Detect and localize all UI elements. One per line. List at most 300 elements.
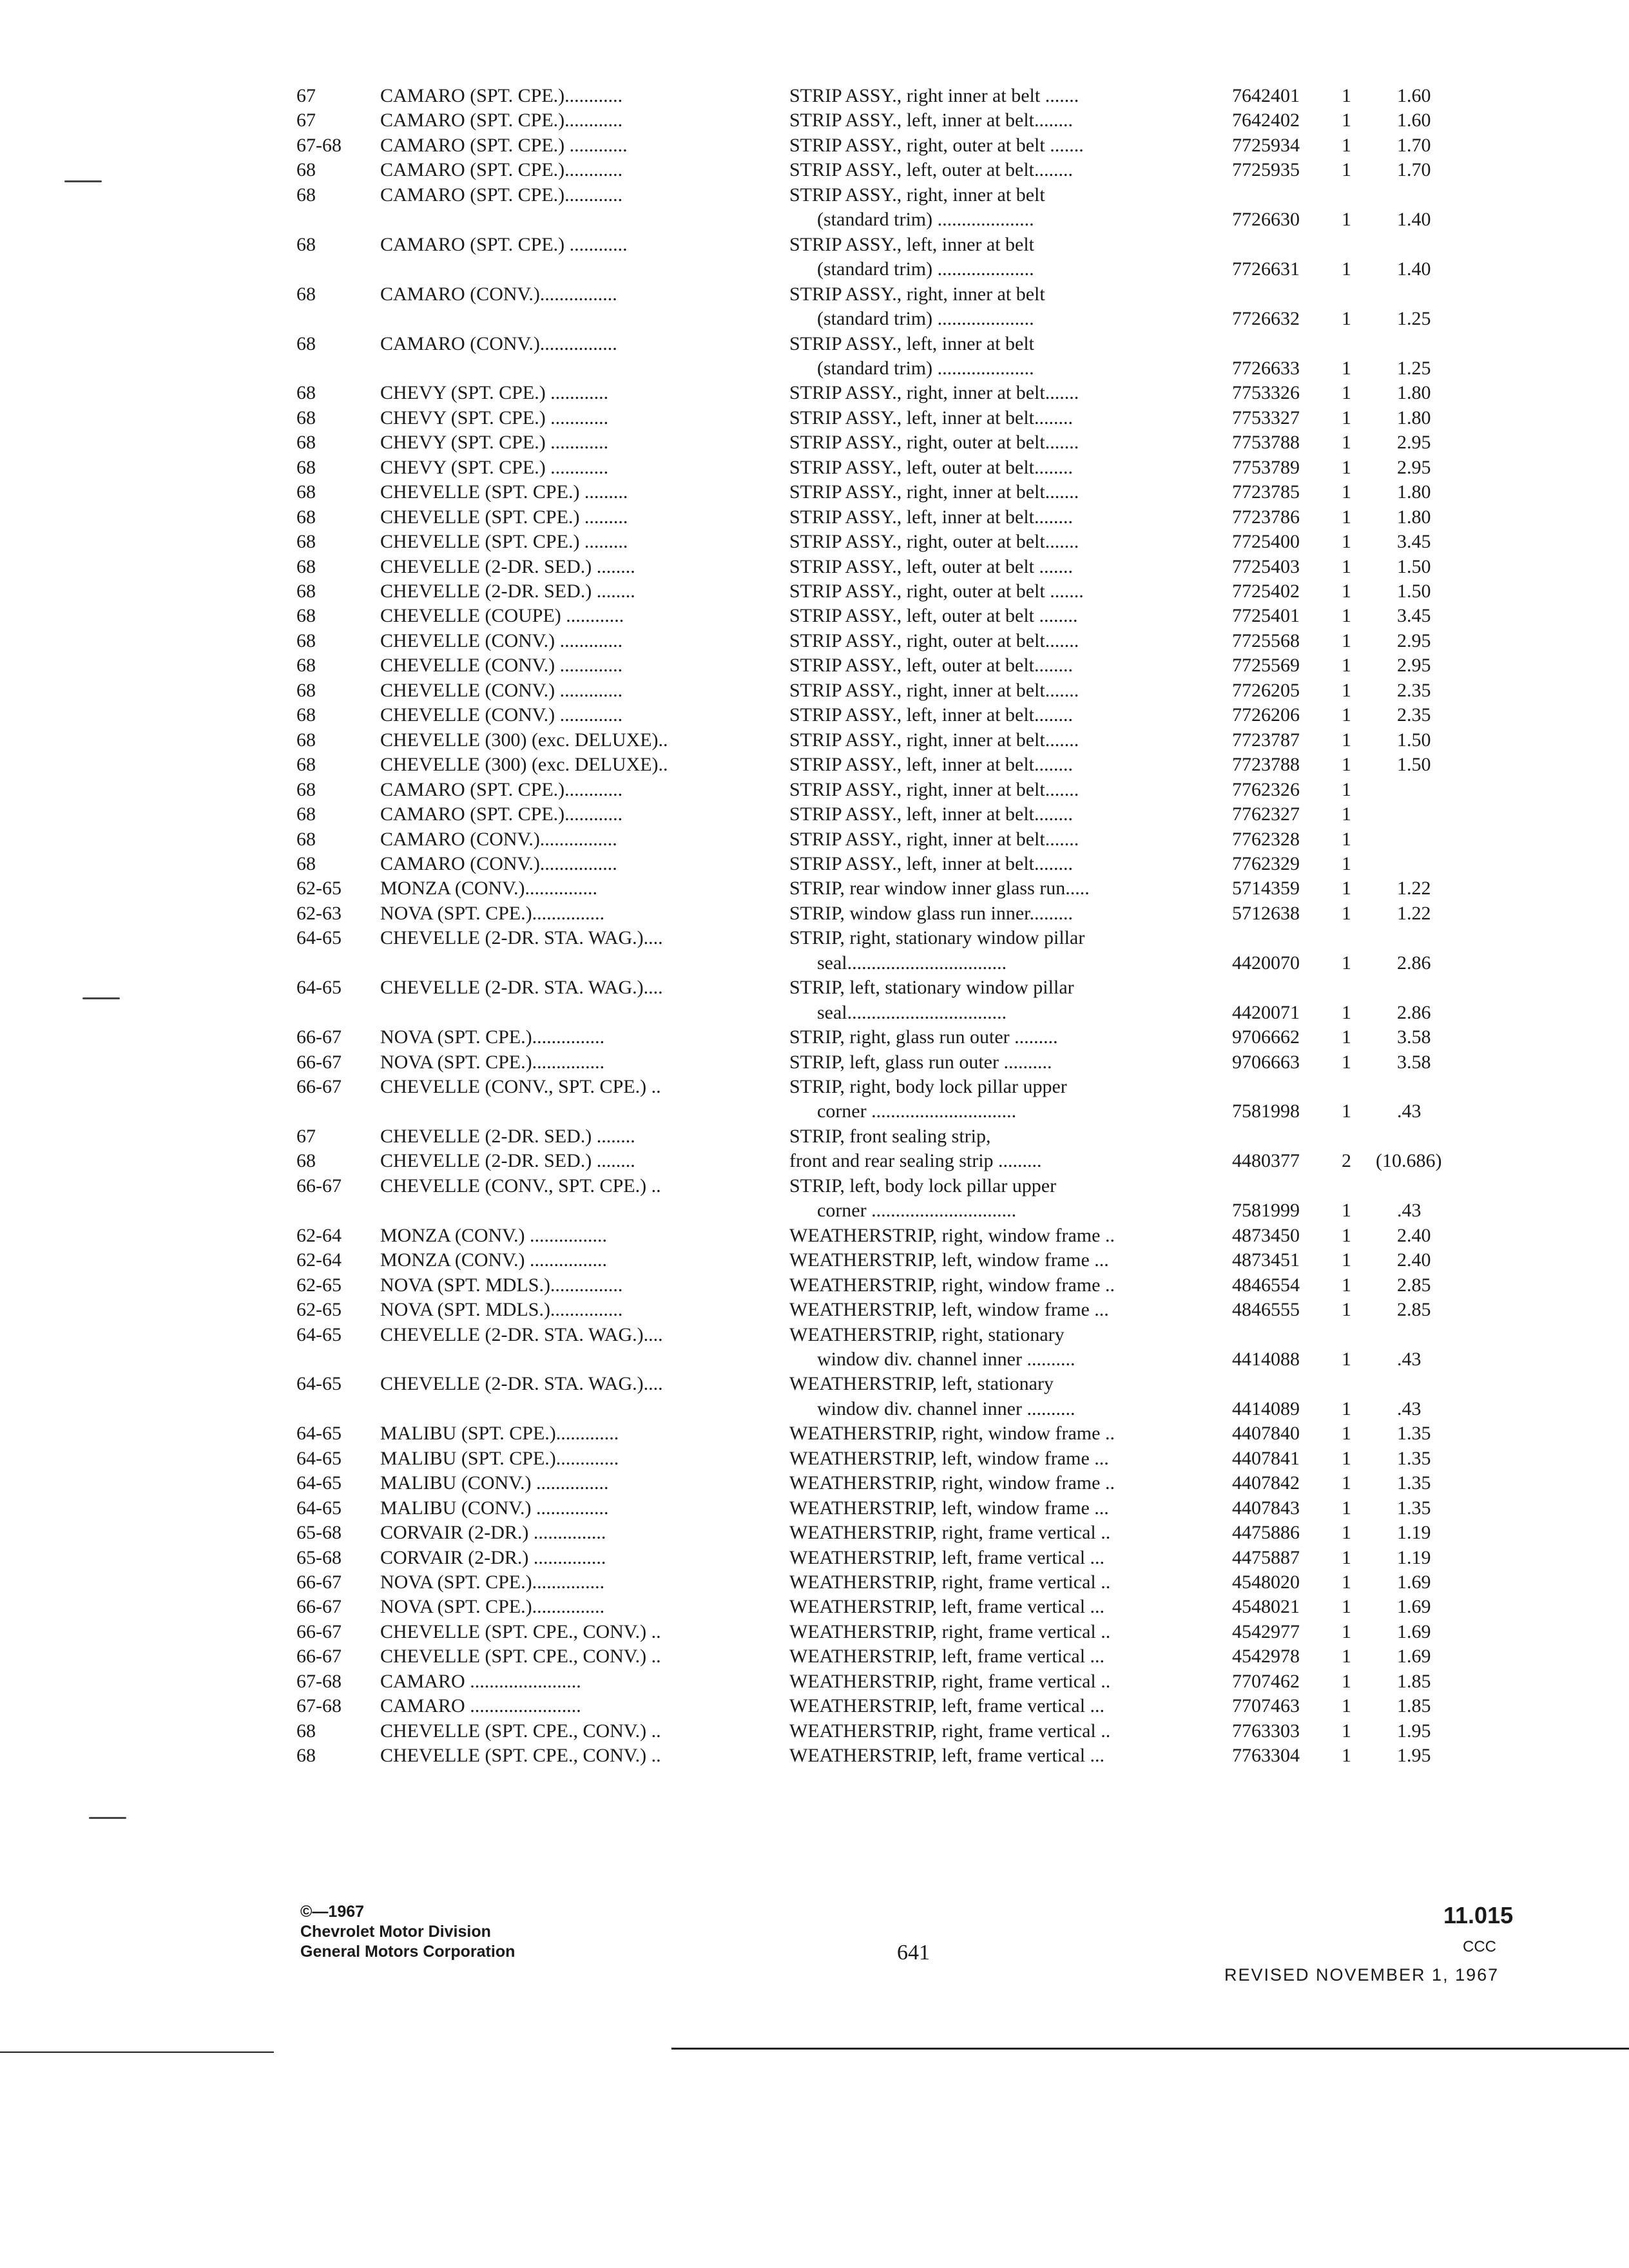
model-year: 64-65: [296, 1373, 342, 1394]
table-row: [0, 1025, 1629, 1050]
price: 1.69: [1397, 1571, 1431, 1593]
table-row: [0, 1644, 1629, 1669]
price: 2.85: [1397, 1274, 1431, 1296]
model-name: CHEVELLE (SPT. CPE.) .........: [380, 531, 628, 552]
part-number: 4420070: [1232, 952, 1300, 974]
quantity: 1: [1342, 1200, 1351, 1221]
model-year: 64-65: [296, 1448, 342, 1469]
table-row: [0, 1099, 1629, 1124]
model-name: NOVA (SPT. CPE.)...............: [380, 903, 605, 924]
price: 1.19: [1397, 1522, 1431, 1543]
table-row: [0, 1149, 1629, 1173]
model-name: CAMARO (SPT. CPE.)............: [380, 110, 623, 131]
price: 3.58: [1397, 1052, 1431, 1073]
quantity: 1: [1342, 531, 1351, 552]
model-name: CHEVELLE (2-DR. SED.) ........: [380, 556, 635, 577]
model-year: 62-65: [296, 1299, 342, 1320]
part-number: 4548020: [1232, 1571, 1300, 1593]
quantity: 1: [1342, 308, 1351, 329]
part-description: WEATHERSTRIP, left, window frame ...: [789, 1299, 1109, 1320]
part-number: 7725402: [1232, 581, 1300, 602]
quantity: 1: [1342, 1026, 1351, 1048]
quantity: 1: [1342, 258, 1351, 280]
price: .43: [1397, 1100, 1422, 1122]
model-year: 68: [296, 605, 316, 626]
part-number: 4542978: [1232, 1646, 1300, 1667]
part-description: WEATHERSTRIP, right, window frame ..: [789, 1472, 1115, 1494]
model-year: 62-64: [296, 1249, 342, 1271]
model-name: CAMARO (SPT. CPE.)............: [380, 85, 623, 106]
part-description: STRIP, rear window inner glass run.....: [789, 878, 1090, 899]
quantity: 1: [1342, 110, 1351, 131]
price: 3.45: [1397, 605, 1431, 626]
price: 3.45: [1397, 531, 1431, 552]
table-row: [0, 1174, 1629, 1198]
table-row: [0, 456, 1629, 480]
model-name: CAMARO (SPT. CPE.)............: [380, 184, 623, 206]
model-name: CAMARO (SPT. CPE.)............: [380, 779, 623, 800]
scan-mark: [82, 997, 120, 999]
table-row: [0, 84, 1629, 108]
model-year: 68: [296, 1720, 316, 1742]
catalog-code: CCC: [1463, 1938, 1496, 1956]
model-year: 68: [296, 407, 316, 428]
part-description: STRIP, left, glass run outer ..........: [789, 1052, 1052, 1073]
part-description: STRIP ASSY., right, inner at belt.......: [789, 729, 1079, 751]
model-year: 66-67: [296, 1026, 342, 1048]
quantity: 1: [1342, 1497, 1351, 1519]
part-description: corner ..............................: [817, 1200, 1017, 1221]
copyright: ©—1967: [300, 1903, 365, 1921]
model-year: 68: [296, 284, 316, 305]
model-year: 64-65: [296, 1472, 342, 1494]
quantity: 1: [1342, 556, 1351, 577]
table-row: [0, 901, 1629, 926]
model-name: CAMARO (SPT. CPE.) ............: [380, 135, 628, 156]
model-year: 62-65: [296, 1274, 342, 1296]
part-description: STRIP ASSY., left, inner at belt........: [789, 110, 1074, 131]
price: 2.95: [1397, 655, 1431, 676]
part-description: STRIP ASSY., left, inner at belt........: [789, 506, 1074, 528]
model-year: 68: [296, 531, 316, 552]
quantity: 1: [1342, 1646, 1351, 1667]
part-description: STRIP ASSY., left, outer at belt ........: [789, 605, 1078, 626]
quantity: 1: [1342, 1100, 1351, 1122]
part-description: STRIP ASSY., left, inner at belt: [789, 333, 1035, 354]
quantity: 2: [1342, 1150, 1351, 1171]
part-number: 4475887: [1232, 1547, 1300, 1568]
model-year: 68: [296, 704, 316, 726]
price: 1.19: [1397, 1547, 1431, 1568]
quantity: 1: [1342, 704, 1351, 726]
table-row: [0, 282, 1629, 307]
table-row: [0, 1471, 1629, 1495]
table-row: [0, 430, 1629, 455]
model-name: CHEVY (SPT. CPE.) ............: [380, 407, 609, 428]
part-description: STRIP ASSY., right, outer at belt .......: [789, 135, 1084, 156]
model-year: 64-65: [296, 1324, 342, 1345]
part-description: WEATHERSTRIP, right, window frame ..: [789, 1225, 1115, 1246]
part-number: 5714359: [1232, 878, 1300, 899]
price: 1.50: [1397, 556, 1431, 577]
quantity: 1: [1342, 85, 1351, 106]
part-number: 7723787: [1232, 729, 1300, 751]
price: 1.35: [1397, 1472, 1431, 1494]
publisher-block: [300, 1902, 515, 1962]
model-name: CHEVELLE (SPT. CPE., CONV.) ..: [380, 1745, 661, 1766]
table-row: [0, 753, 1629, 777]
model-year: 65-68: [296, 1522, 342, 1543]
part-description: WEATHERSTRIP, left, stationary: [789, 1373, 1054, 1394]
table-row: [0, 1075, 1629, 1099]
model-name: CHEVY (SPT. CPE.) ............: [380, 432, 609, 453]
price: 2.40: [1397, 1225, 1431, 1246]
price: 1.35: [1397, 1423, 1431, 1444]
part-number: 4846555: [1232, 1299, 1300, 1320]
quantity: 1: [1342, 655, 1351, 676]
price: 1.95: [1397, 1745, 1431, 1766]
part-description: STRIP ASSY., right, outer at belt.......: [789, 531, 1079, 552]
model-name: NOVA (SPT. CPE.)...............: [380, 1026, 605, 1048]
quantity: 1: [1342, 1720, 1351, 1742]
part-description: WEATHERSTRIP, left, window frame ...: [789, 1497, 1109, 1519]
price: 1.60: [1397, 110, 1431, 131]
table-row: [0, 1397, 1629, 1421]
quantity: 1: [1342, 803, 1351, 825]
model-name: MALIBU (CONV.) ...............: [380, 1497, 609, 1519]
model-name: CHEVELLE (SPT. CPE.) .........: [380, 481, 628, 503]
part-number: 7762328: [1232, 829, 1300, 850]
part-number: 7726205: [1232, 680, 1300, 701]
part-description: STRIP, right, body lock pillar upper: [789, 1076, 1067, 1097]
model-year: 68: [296, 853, 316, 874]
price: 1.69: [1397, 1621, 1431, 1642]
model-year: 65-68: [296, 1547, 342, 1568]
price: 2.86: [1397, 952, 1431, 974]
part-number: 7763304: [1232, 1745, 1300, 1766]
quantity: 1: [1342, 1299, 1351, 1320]
model-name: MALIBU (SPT. CPE.).............: [380, 1423, 619, 1444]
price: 1.50: [1397, 581, 1431, 602]
part-description: WEATHERSTRIP, right, window frame ..: [789, 1423, 1115, 1444]
price: 2.95: [1397, 630, 1431, 651]
price: 2.95: [1397, 457, 1431, 478]
model-name: CHEVELLE (CONV.) .............: [380, 655, 623, 676]
model-year: 67: [296, 85, 316, 106]
part-number: 4407840: [1232, 1423, 1300, 1444]
table-row: [0, 183, 1629, 207]
quantity: 1: [1342, 432, 1351, 453]
bottom-rule-right: [671, 2048, 1629, 2050]
model-name: CHEVY (SPT. CPE.) ............: [380, 457, 609, 478]
table-row: [0, 653, 1629, 678]
table-row: [0, 1050, 1629, 1075]
part-number: 7581999: [1232, 1200, 1300, 1221]
model-name: CAMARO (SPT. CPE.) ............: [380, 234, 628, 255]
model-year: 68: [296, 655, 316, 676]
model-name: NOVA (SPT. CPE.)...............: [380, 1571, 605, 1593]
price: 1.80: [1397, 407, 1431, 428]
table-row: [0, 356, 1629, 381]
part-number: 4873450: [1232, 1225, 1300, 1246]
model-year: 68: [296, 630, 316, 651]
table-row: [0, 233, 1629, 257]
table-row: [0, 1595, 1629, 1619]
price: .43: [1397, 1398, 1422, 1419]
quantity: 1: [1342, 506, 1351, 528]
quantity: 1: [1342, 754, 1351, 775]
part-number: 5712638: [1232, 903, 1300, 924]
table-row: [0, 778, 1629, 802]
table-row: [0, 1372, 1629, 1396]
quantity: 1: [1342, 1472, 1351, 1494]
model-name: MONZA (CONV.) ................: [380, 1249, 607, 1271]
price: 1.95: [1397, 1720, 1431, 1742]
part-number: 7753789: [1232, 457, 1300, 478]
table-row: [0, 1521, 1629, 1545]
model-year: 67-68: [296, 135, 342, 156]
model-name: CAMARO (CONV.)................: [380, 829, 617, 850]
part-number: 4420071: [1232, 1002, 1300, 1023]
quantity: 1: [1342, 1745, 1351, 1766]
model-name: CHEVELLE (COUPE) ............: [380, 605, 624, 626]
model-name: CHEVELLE (CONV.) .............: [380, 680, 623, 701]
part-description: STRIP ASSY., right, inner at belt.......: [789, 829, 1079, 850]
table-row: [0, 1446, 1629, 1471]
part-description: STRIP ASSY., left, outer at belt........: [789, 159, 1074, 180]
part-description: STRIP ASSY., right, inner at belt.......: [789, 680, 1079, 701]
table-row: [0, 1570, 1629, 1595]
table-row: [0, 1323, 1629, 1347]
model-name: CHEVELLE (2-DR. SED.) ........: [380, 1150, 635, 1171]
quantity: 1: [1342, 878, 1351, 899]
price: 1.40: [1397, 209, 1431, 230]
model-year: 68: [296, 829, 316, 850]
table-row: [0, 1546, 1629, 1570]
price: (10.686): [1376, 1150, 1442, 1171]
price: 1.85: [1397, 1671, 1431, 1692]
part-description: WEATHERSTRIP, left, frame vertical ...: [789, 1596, 1105, 1617]
part-description: front and rear sealing strip .........: [789, 1150, 1042, 1171]
quantity: 1: [1342, 481, 1351, 503]
model-year: 68: [296, 506, 316, 528]
quantity: 1: [1342, 581, 1351, 602]
part-number: 7581998: [1232, 1100, 1300, 1122]
model-year: 68: [296, 556, 316, 577]
quantity: 1: [1342, 1398, 1351, 1419]
part-description: STRIP ASSY., left, inner at belt........: [789, 407, 1074, 428]
part-number: 4407842: [1232, 1472, 1300, 1494]
table-row: [0, 926, 1629, 950]
model-name: CHEVELLE (2-DR. STA. WAG.)....: [380, 977, 663, 998]
part-number: 7723786: [1232, 506, 1300, 528]
table-row: [0, 1620, 1629, 1644]
quantity: 1: [1342, 1522, 1351, 1543]
model-year: 68: [296, 1150, 316, 1171]
quantity: 1: [1342, 903, 1351, 924]
part-description: STRIP, front sealing strip,: [789, 1126, 991, 1147]
quantity: 1: [1342, 779, 1351, 800]
page-number: 641: [897, 1941, 930, 1965]
quantity: 1: [1342, 680, 1351, 701]
part-number: 7726633: [1232, 358, 1300, 379]
table-row: [0, 505, 1629, 530]
model-name: CAMARO (CONV.)................: [380, 284, 617, 305]
quantity: 1: [1342, 605, 1351, 626]
model-name: CAMARO (CONV.)................: [380, 853, 617, 874]
model-name: MONZA (CONV.) ................: [380, 1225, 607, 1246]
price: 1.70: [1397, 159, 1431, 180]
part-number: 4548021: [1232, 1596, 1300, 1617]
quantity: 1: [1342, 829, 1351, 850]
price: 1.22: [1397, 878, 1431, 899]
model-year: 68: [296, 680, 316, 701]
quantity: 1: [1342, 630, 1351, 651]
model-name: CAMARO .......................: [380, 1695, 581, 1716]
quantity: 1: [1342, 1448, 1351, 1469]
table-row: [0, 1694, 1629, 1718]
model-year: 68: [296, 1745, 316, 1766]
part-number: 7723785: [1232, 481, 1300, 503]
model-name: CAMARO (CONV.)................: [380, 333, 617, 354]
table-row: [0, 975, 1629, 1000]
part-description: STRIP ASSY., right, inner at belt.......: [789, 779, 1079, 800]
model-year: 68: [296, 481, 316, 503]
model-name: CHEVELLE (300) (exc. DELUXE)..: [380, 754, 668, 775]
model-year: 67-68: [296, 1671, 342, 1692]
part-number: 7762327: [1232, 803, 1300, 825]
price: 2.35: [1397, 704, 1431, 726]
table-row: [0, 1744, 1629, 1768]
model-name: CHEVY (SPT. CPE.) ............: [380, 382, 609, 403]
part-number: 7642401: [1232, 85, 1300, 106]
model-name: CAMARO .......................: [380, 1671, 581, 1692]
table-row: [0, 257, 1629, 282]
model-year: 68: [296, 234, 316, 255]
part-description: STRIP ASSY., left, outer at belt........: [789, 457, 1074, 478]
price: 1.40: [1397, 258, 1431, 280]
quantity: 1: [1342, 358, 1351, 379]
model-name: CAMARO (SPT. CPE.)............: [380, 803, 623, 825]
part-description: (standard trim) ....................: [817, 209, 1034, 230]
quantity: 1: [1342, 729, 1351, 751]
quantity: 1: [1342, 382, 1351, 403]
price: 2.86: [1397, 1002, 1431, 1023]
model-year: 62-65: [296, 878, 342, 899]
price: 1.69: [1397, 1646, 1431, 1667]
model-year: 68: [296, 754, 316, 775]
part-number: 7726630: [1232, 209, 1300, 230]
quantity: 1: [1342, 457, 1351, 478]
model-year: 68: [296, 184, 316, 206]
table-row: [0, 1001, 1629, 1025]
model-year: 68: [296, 803, 316, 825]
table-row: [0, 1248, 1629, 1273]
part-description: (standard trim) ....................: [817, 358, 1034, 379]
part-number: 7726206: [1232, 704, 1300, 726]
part-number: 7707463: [1232, 1695, 1300, 1716]
quantity: 1: [1342, 1423, 1351, 1444]
table-row: [0, 530, 1629, 554]
price: 1.35: [1397, 1448, 1431, 1469]
quantity: 1: [1342, 407, 1351, 428]
model-name: MONZA (CONV.)...............: [380, 878, 597, 899]
table-row: [0, 1298, 1629, 1322]
model-name: CHEVELLE (SPT. CPE.) .........: [380, 506, 628, 528]
model-year: 67: [296, 1126, 316, 1147]
price: 1.60: [1397, 85, 1431, 106]
part-description: STRIP ASSY., left, inner at belt........: [789, 754, 1074, 775]
model-name: NOVA (SPT. CPE.)...............: [380, 1596, 605, 1617]
table-row: [0, 604, 1629, 628]
part-description: WEATHERSTRIP, left, frame vertical ...: [789, 1695, 1105, 1716]
table-row: [0, 1421, 1629, 1446]
part-number: 4407841: [1232, 1448, 1300, 1469]
part-number: 7763303: [1232, 1720, 1300, 1742]
table-row: [0, 827, 1629, 852]
model-year: 64-65: [296, 1423, 342, 1444]
model-year: 64-65: [296, 1497, 342, 1519]
part-number: 7753327: [1232, 407, 1300, 428]
model-year: 66-67: [296, 1646, 342, 1667]
part-description: WEATHERSTRIP, right, frame vertical ..: [789, 1522, 1111, 1543]
model-name: CAMARO (SPT. CPE.)............: [380, 159, 623, 180]
part-number: 7725569: [1232, 655, 1300, 676]
price: .43: [1397, 1349, 1422, 1370]
quantity: 1: [1342, 952, 1351, 974]
price: 2.40: [1397, 1249, 1431, 1271]
quantity: 1: [1342, 1274, 1351, 1296]
part-description: WEATHERSTRIP, left, frame vertical ...: [789, 1646, 1105, 1667]
part-description: STRIP ASSY., right, inner at belt: [789, 184, 1045, 206]
part-number: 7725401: [1232, 605, 1300, 626]
model-year: 66-67: [296, 1596, 342, 1617]
table-row: [0, 1347, 1629, 1372]
model-year: 66-67: [296, 1076, 342, 1097]
scan-mark: [64, 180, 102, 182]
part-description: STRIP, left, body lock pillar upper: [789, 1175, 1057, 1196]
price: 1.50: [1397, 754, 1431, 775]
table-row: [0, 307, 1629, 331]
part-description: STRIP ASSY., right, outer at belt.......: [789, 432, 1079, 453]
model-name: CHEVELLE (SPT. CPE., CONV.) ..: [380, 1646, 661, 1667]
part-number: 4475886: [1232, 1522, 1300, 1543]
price: 1.80: [1397, 481, 1431, 503]
quantity: 1: [1342, 1621, 1351, 1642]
part-description: WEATHERSTRIP, left, window frame ...: [789, 1249, 1109, 1271]
part-number: 7753788: [1232, 432, 1300, 453]
model-year: 68: [296, 729, 316, 751]
scan-mark: [89, 1817, 126, 1819]
table-row: [0, 207, 1629, 232]
table-row: [0, 703, 1629, 727]
table-row: [0, 1124, 1629, 1149]
model-year: 68: [296, 432, 316, 453]
part-description: STRIP, left, stationary window pillar: [789, 977, 1074, 998]
part-number: 7642402: [1232, 110, 1300, 131]
part-description: WEATHERSTRIP, right, stationary: [789, 1324, 1065, 1345]
price: 1.69: [1397, 1596, 1431, 1617]
part-number: 7707462: [1232, 1671, 1300, 1692]
part-description: WEATHERSTRIP, right, frame vertical ..: [789, 1571, 1111, 1593]
model-name: CHEVELLE (2-DR. STA. WAG.)....: [380, 1373, 663, 1394]
table-row: [0, 332, 1629, 356]
price: 2.35: [1397, 680, 1431, 701]
part-number: 9706662: [1232, 1026, 1300, 1048]
quantity: 1: [1342, 1671, 1351, 1692]
part-description: seal.................................: [817, 952, 1007, 974]
quantity: 1: [1342, 159, 1351, 180]
